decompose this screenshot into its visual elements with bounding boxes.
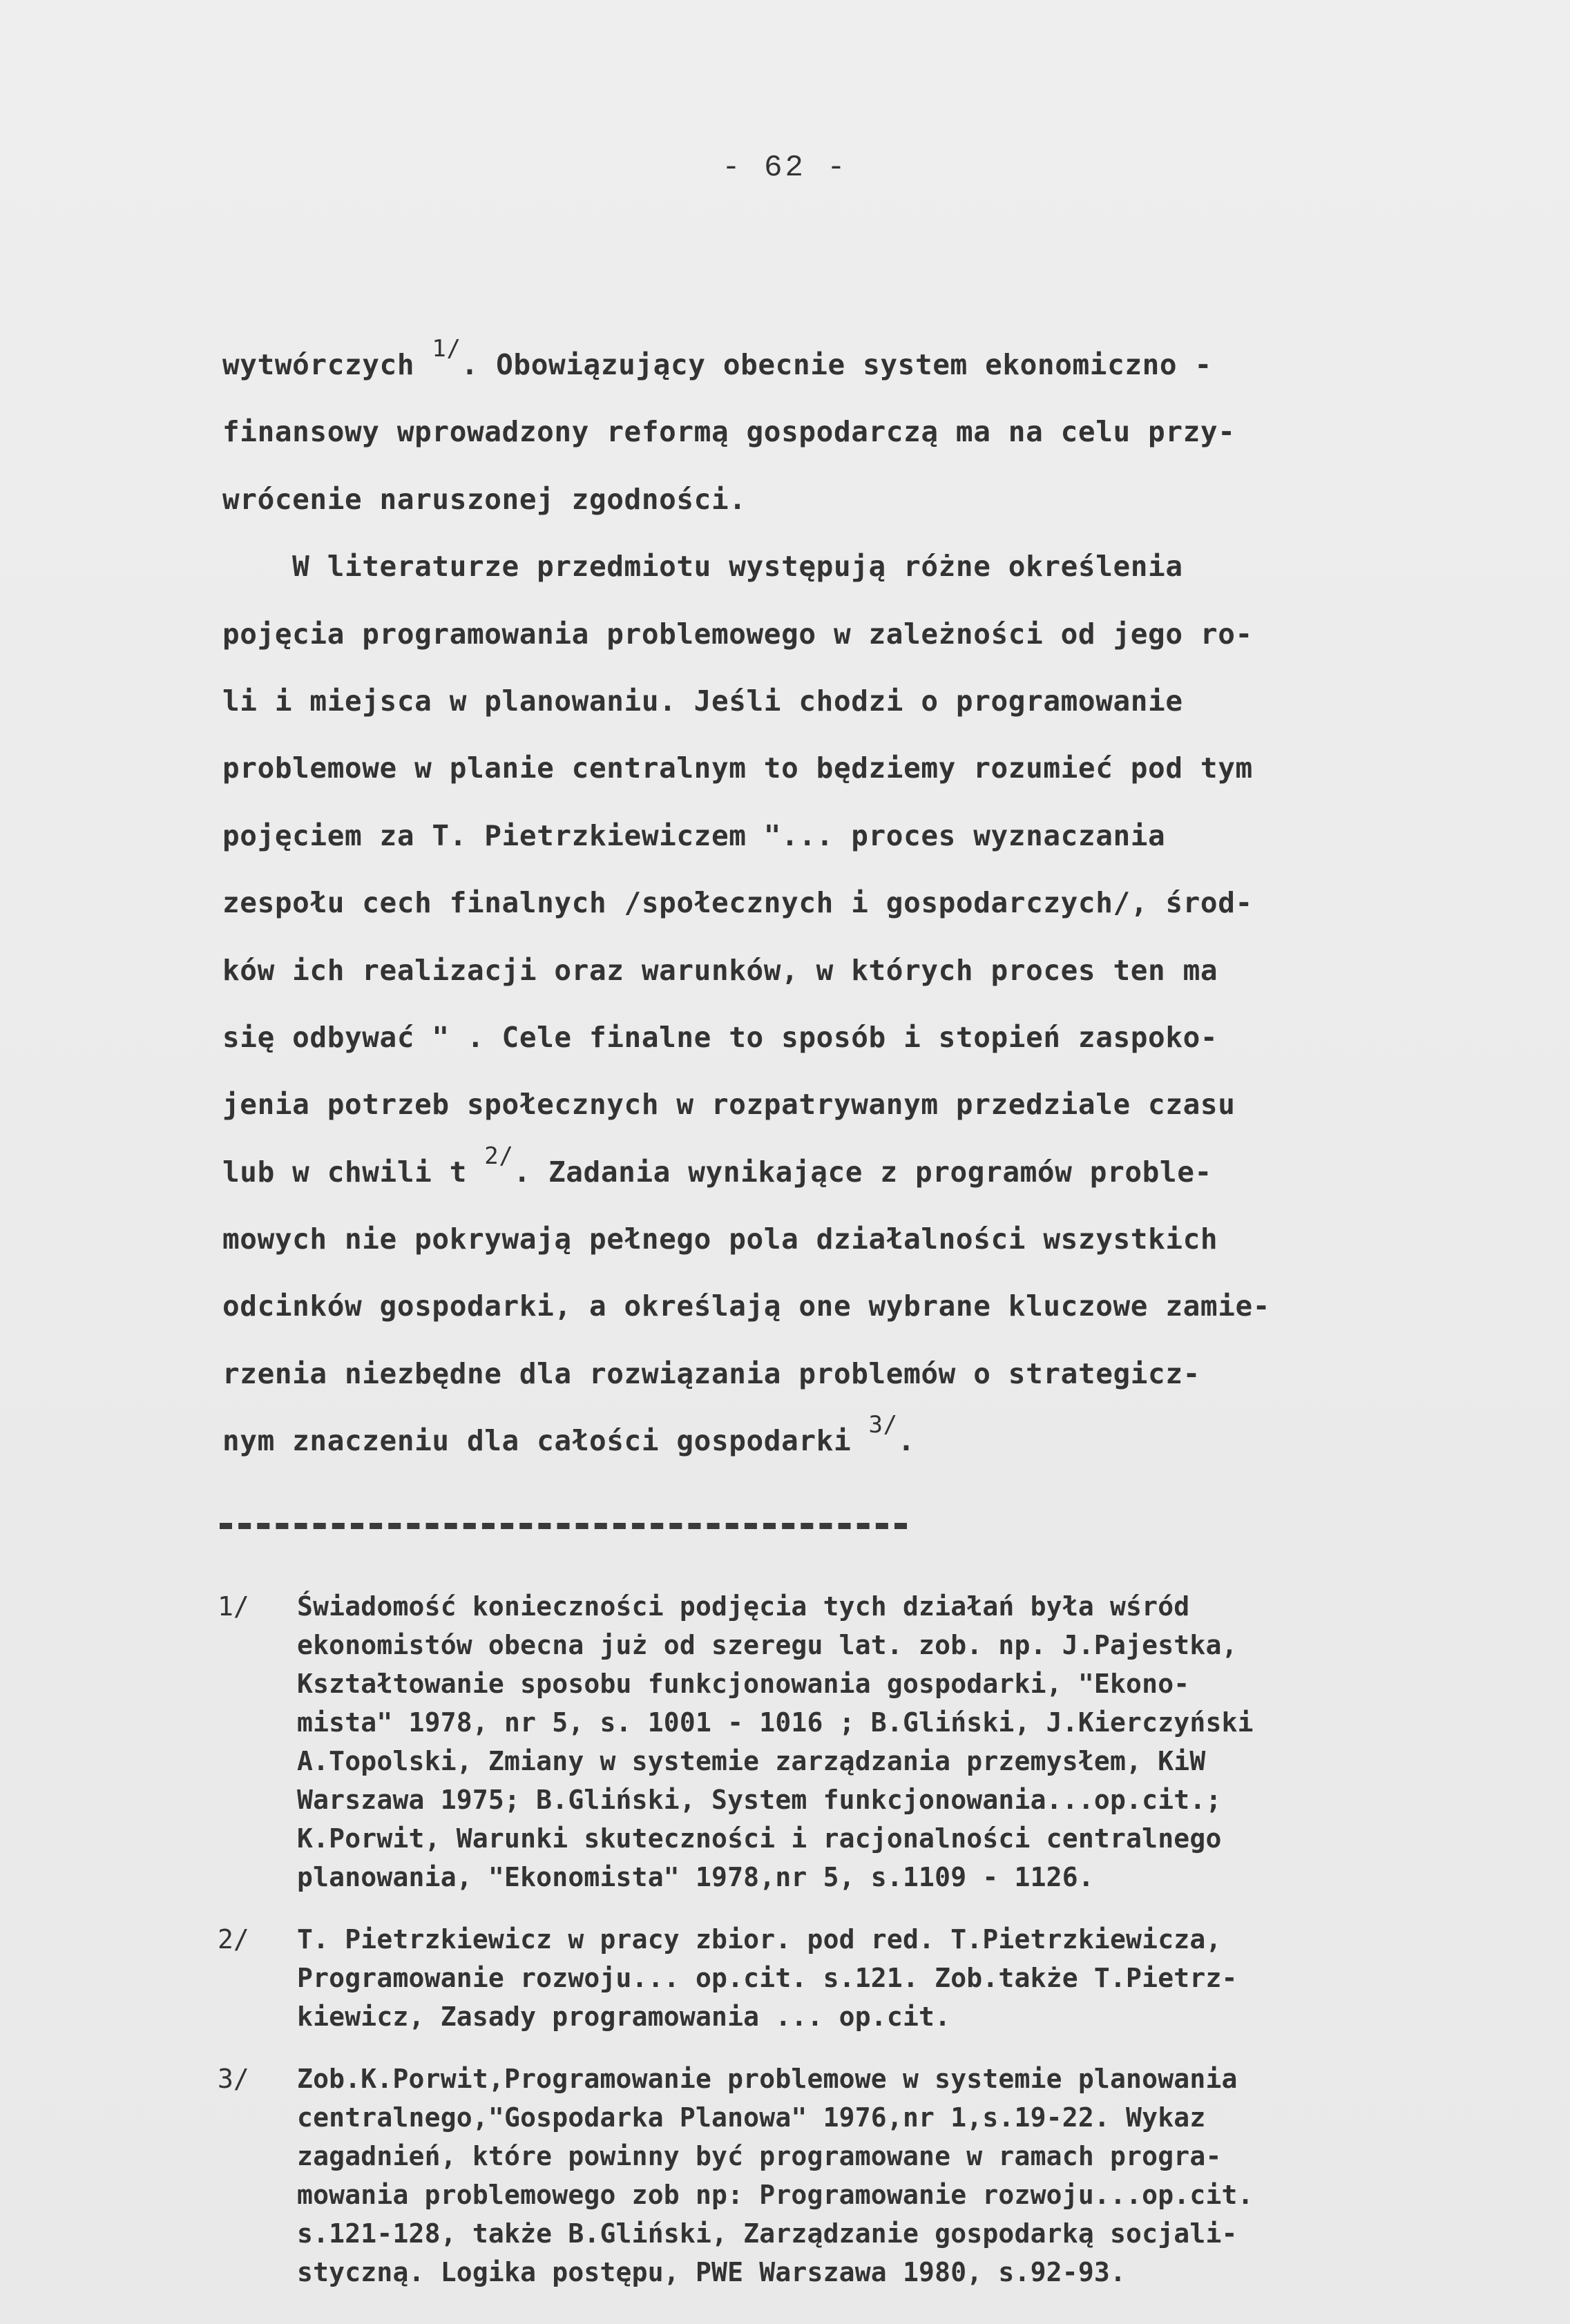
body-line — [222, 1071, 1507, 1138]
footnote-reference: 3/ — [868, 1411, 898, 1439]
body-line-text: problemowe w planie centralnym to będziemy rozumieć pod tym — [222, 751, 1253, 785]
body-line-text: nym znaczeniu dla całości gospodarki — [222, 1424, 869, 1458]
footnote-marker: 2/ — [218, 1924, 249, 1955]
footnote-line: mowania problemowego zob np: Programowanie rozwoju...op.cit. — [297, 2180, 1254, 2210]
footnote-line: A.Topolski, Zmiany w systemie zarządzania przemysłem, KiW — [297, 1746, 1206, 1776]
body-line — [222, 1408, 1507, 1475]
footnote-line: s.121-128, także B.Gliński, Zarządzanie gospodarką socjali- — [297, 2218, 1238, 2249]
body-line-text: jenia potrzeb społecznych w rozpatrywanym przedziale czasu — [222, 1088, 1236, 1122]
footnote-line: Świadomość konieczności podjęcia tych działań była wśród — [297, 1591, 1190, 1622]
footnote-line: styczną. Logika postępu, PWE Warszawa 1980, s.92-93. — [297, 2257, 1127, 2287]
footnote-line: K.Porwit, Warunki skuteczności i racjonalności centralnego — [297, 1823, 1222, 1854]
body-line-text: W literaturze przedmiotu występują różne określenia — [222, 550, 1183, 584]
body-line — [222, 332, 1507, 398]
footnote-line: Zob.K.Porwit,Programowanie problemowe w systemie planowania — [297, 2064, 1238, 2094]
footnote-line: ekonomistów obecna już od szeregu lat. zob. np. J.Pajestka, — [297, 1630, 1238, 1660]
body-line-text: pojęciem za T. Pietrzkiewiczem "... proces wyznaczania — [222, 818, 1166, 852]
footnote-reference: 1/ — [432, 335, 461, 363]
body-line-text: pojęcia programowania problemowego w zależności od jego ro- — [222, 617, 1253, 651]
footnote-marker: 3/ — [218, 2064, 249, 2094]
footnote — [218, 2059, 1564, 2292]
body-line-text: . Obowiązujący obecnie system ekonomiczno - — [461, 348, 1212, 381]
footnote-line: Kształtowanie sposobu funkcjonowania gospodarki, "Ekono- — [297, 1669, 1190, 1699]
body-line-text: się odbywać " . Cele finalne to sposób i stopień zaspoko- — [222, 1020, 1218, 1054]
body-line-text: li i miejsca w planowaniu. Jeśli chodzi o programowanie — [222, 684, 1183, 718]
body-line — [222, 1139, 1507, 1206]
body-line-text: wytwórczych — [222, 348, 432, 381]
body-line — [222, 1004, 1507, 1071]
footnote-line: zagadnień, które powinny być programowane w ramach progra- — [297, 2141, 1222, 2171]
body-line-text: rzenia niezbędne dla rozwiązania problemów o strategicz- — [222, 1356, 1200, 1390]
body-line — [222, 870, 1507, 937]
body-line-text: finansowy wprowadzony reformą gospodarczą ma na celu przy- — [222, 415, 1236, 449]
body-line-text: odcinków gospodarki, a określają one wybrane kluczowe zamie- — [222, 1289, 1271, 1323]
page-number: - 62 - — [722, 151, 848, 185]
body-line-text: . — [897, 1424, 915, 1458]
body-line-text: . Zadania wynikające z programów proble- — [513, 1155, 1212, 1189]
body-line-text: mowych nie pokrywają pełnego pola działalności wszystkich — [222, 1222, 1218, 1256]
body-line — [222, 1206, 1507, 1273]
footnote-separator — [220, 1523, 907, 1529]
body-line-text: wrócenie naruszonej zgodności. — [222, 482, 747, 516]
body-line-text: ków ich realizacji oraz warunków, w których proces ten ma — [222, 953, 1218, 987]
body-line — [222, 668, 1507, 735]
body-line — [222, 466, 1507, 533]
body-line — [222, 533, 1507, 600]
footnote-line: planowania, "Ekonomista" 1978,nr 5, s.1109 - 1126. — [297, 1862, 1094, 1892]
footnote-line: centralnego,"Gospodarka Planowa" 1976,nr 1,s.19-22. Wykaz — [297, 2102, 1206, 2133]
footnotes — [218, 1587, 1564, 2315]
body-line-text: lub w chwili t — [222, 1155, 485, 1189]
footnote-line: kiewicz, Zasady programowania ... op.cit. — [297, 2001, 951, 2032]
footnote-line: Programowanie rozwoju... op.cit. s.121. Zob.także T.Pietrz- — [297, 1963, 1238, 1993]
footnote-reference: 2/ — [484, 1142, 514, 1170]
body-line — [222, 735, 1507, 802]
body-text — [222, 332, 1507, 1475]
body-line — [222, 1341, 1507, 1408]
footnote-line: Warszawa 1975; B.Gliński, System funkcjonowania...op.cit.; — [297, 1785, 1222, 1815]
footnote — [218, 1920, 1564, 2036]
footnote — [218, 1587, 1564, 1896]
body-line — [222, 803, 1507, 870]
body-line — [222, 398, 1507, 465]
body-line — [222, 937, 1507, 1004]
footnote-line: T. Pietrzkiewicz w pracy zbior. pod red. T.Pietrzkiewicza, — [297, 1924, 1222, 1955]
footnote-line: mista" 1978, nr 5, s. 1001 - 1016 ; B.Gliński, J.Kierczyński — [297, 1707, 1254, 1738]
footnote-marker: 1/ — [218, 1591, 249, 1622]
body-line — [222, 601, 1507, 668]
body-line-text: zespołu cech finalnych /społecznych i gospodarczych/, środ- — [222, 886, 1253, 920]
body-line — [222, 1273, 1507, 1340]
